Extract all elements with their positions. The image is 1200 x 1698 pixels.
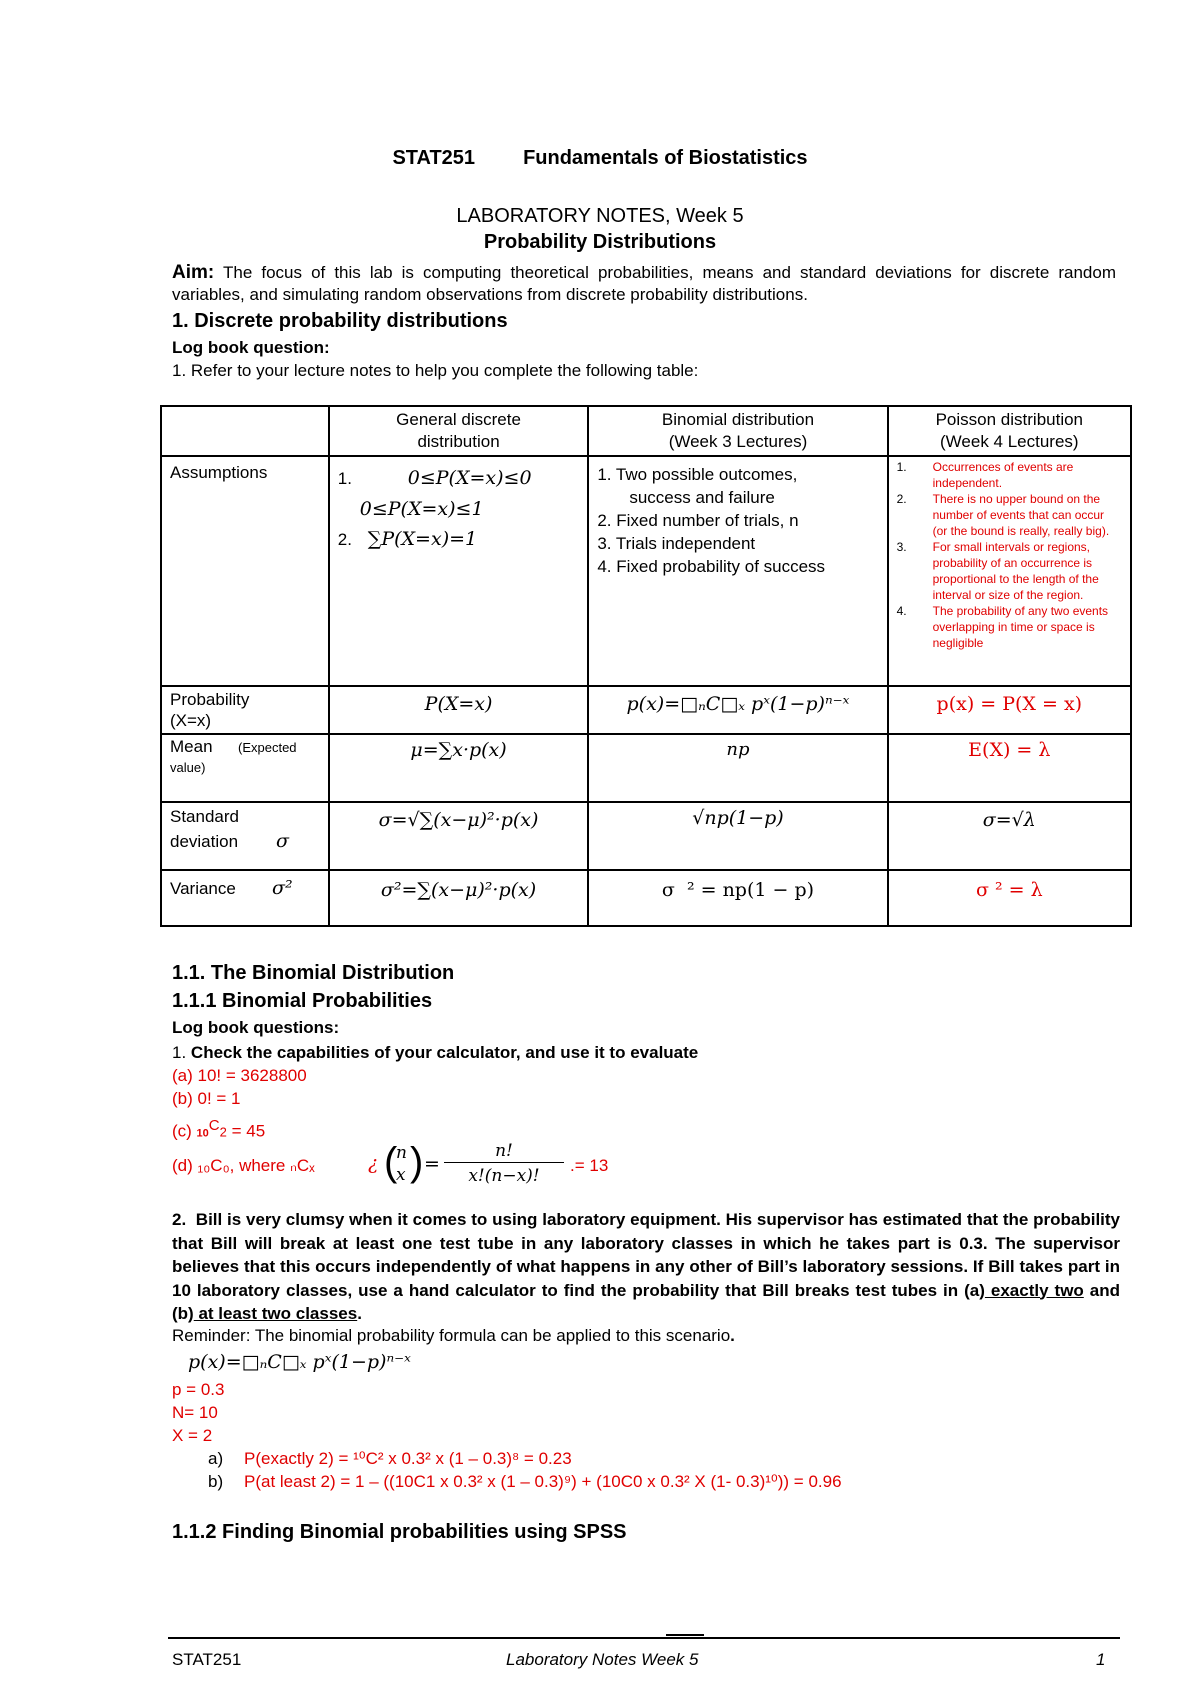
ans-a-text: P(exactly 2) = ¹⁰C² x 0.3² x (1 – 0.3)⁸ = 0.23	[244, 1449, 572, 1468]
q2-num: 2.	[172, 1210, 187, 1229]
general-num-1: 1.	[337, 469, 352, 488]
answer-d-pre: (d) ₁₀C₀, where ₙCₓ	[172, 1156, 315, 1175]
binomial-assumption-4: 4. Fixed probability of success	[597, 557, 826, 576]
q2-and: and (b)	[172, 1280, 1120, 1323]
logbook-label-2: Log book questions:	[172, 1018, 340, 1037]
variance-label-text: Variance	[170, 879, 236, 898]
poisson-num-3: 3.	[896, 540, 907, 554]
mean-label-line2: value)	[170, 760, 206, 775]
q2-end: .	[357, 1304, 362, 1323]
sd-label-line2-wrap	[170, 829, 320, 854]
paren-right: )	[410, 1140, 424, 1184]
distribution-table	[160, 405, 1132, 927]
binomial-formula: p(x)=□ₙC□ₓ pˣ(1−p)ⁿ⁻ˣ	[188, 1351, 411, 1373]
calc-question-line	[172, 1041, 1122, 1064]
course-name: Fundamentals of Biostatistics	[523, 147, 808, 169]
poisson-num-2: 2.	[896, 492, 907, 506]
probability-label-line2: (X=x)	[170, 711, 212, 730]
table-row-assumptions	[161, 456, 1131, 686]
answer-exactly-two	[172, 1447, 1122, 1470]
answer-c-c: C	[208, 1117, 220, 1134]
reminder-line	[172, 1324, 1122, 1347]
mean-label-expected: (Expected	[238, 740, 297, 755]
mean-general: μ=∑x·p(x)	[329, 734, 589, 802]
mean-label	[161, 734, 329, 802]
general-formula-1b: 0≤P(X=x)≤1	[359, 498, 484, 520]
general-num-2: 2.	[337, 530, 352, 549]
footer-rule	[168, 1637, 1120, 1639]
sd-general: σ=√∑(x−μ)²·p(x)	[329, 802, 589, 870]
sd-label-line2: deviation	[170, 832, 239, 851]
param-p: p = 0.3	[172, 1380, 225, 1399]
answer-c-sub2: 2	[219, 1124, 227, 1140]
poisson-num-4: 4.	[896, 604, 907, 618]
general-formula-2: ∑P(X=x)=1	[367, 528, 478, 550]
table-header-row	[161, 406, 1131, 456]
answer-a: (a) 10! = 3628800	[172, 1066, 307, 1085]
header-poisson	[888, 406, 1131, 456]
binomial-assumption-2: 2. Fixed number of trials, n	[597, 511, 799, 530]
assumptions-general	[329, 456, 589, 686]
aim-text: The focus of this lab is computing theoretical probabilities, means and standard deviations for discrete random variables, and simulating random observations from discrete probability distributions.	[172, 263, 1116, 304]
header-poisson-line2: (Week 4 Lectures)	[940, 432, 1079, 451]
footer-left: STAT251	[172, 1650, 242, 1669]
aim-paragraph	[172, 262, 1116, 306]
assumptions-label	[161, 456, 329, 686]
answer-b: (b) 0! = 1	[172, 1089, 241, 1108]
poisson-text-3: For small intervals or regions, probability of an occurrence is proportional to the length of the interval or size of the region.	[932, 540, 1099, 602]
param-x: X = 2	[172, 1426, 213, 1445]
section-1-1-1-heading: 1.1.1 Binomial Probabilities	[172, 990, 433, 1012]
poisson-assumption-4	[897, 603, 1122, 651]
answer-c-pre: (c)	[172, 1121, 197, 1141]
answer-c	[172, 1110, 1122, 1140]
binom-x: x	[396, 1165, 406, 1185]
binomial-assumption-1: 1. Two possible outcomes,	[597, 465, 798, 484]
binomial-assumption-3: 3. Trials independent	[597, 534, 756, 553]
table-row-probability	[161, 686, 1131, 734]
q2-text: Bill is very clumsy when it comes to using laboratory equipment. His supervisor has estimated that the probability that Bill will break at least one test tube in any laboratory classes in which he takes part is 0.3. The supervisor believes that this occurs independently of what happens in any other of Bill’s laboratory sessions. If Bill takes part in 10 laboratory classes, use a hand calculator to find the probability that Bill breaks test tubes in (a)	[172, 1210, 1121, 1300]
answer-c-sub: 10	[196, 1127, 209, 1140]
variance-symbol: σ²	[272, 877, 293, 899]
variance-poisson: σ ² = λ	[888, 870, 1131, 926]
assumptions-label-text: Assumptions	[170, 463, 268, 482]
section-1-heading: 1. Discrete probability distributions	[172, 310, 508, 332]
probability-poisson: p(x) = P(X = x)	[888, 686, 1131, 734]
answer-d-glyph: ¿	[368, 1152, 379, 1174]
q2-underline-1: exactly two	[984, 1280, 1084, 1300]
poisson-text-4: The probability of any two events overlapping in time or space is negligible	[932, 604, 1109, 650]
assumptions-poisson	[888, 456, 1131, 686]
calculator-question	[172, 1041, 1122, 1190]
calc-q-text: Check the capabilities of your calculator, and use it to evaluate	[190, 1043, 699, 1062]
assumptions-binomial	[588, 456, 887, 686]
general-formula-1a: 0≤P(X=x)≤0	[407, 467, 532, 489]
table-row-mean	[161, 734, 1131, 802]
section-1-1-heading: 1.1. The Binomial Distribution	[172, 962, 455, 984]
answer-d-result: .= 13	[570, 1156, 609, 1175]
frac-denominator: x!(n−x)!	[468, 1166, 540, 1186]
header-binomial	[588, 406, 887, 456]
sd-binomial: √np(1−p)	[588, 802, 887, 870]
header-general	[329, 406, 589, 456]
table-row-variance	[161, 870, 1131, 926]
mean-label-word: Mean	[170, 737, 213, 756]
footer-center: Laboratory Notes Week 5	[506, 1650, 699, 1669]
logbook-label-1: Log book question:	[172, 338, 330, 357]
variance-label	[161, 870, 329, 926]
calc-q-num: 1.	[172, 1043, 187, 1062]
answer-d	[172, 1140, 1122, 1190]
frac-numerator: n!	[495, 1141, 513, 1161]
reminder-dot: .	[730, 1326, 735, 1345]
equals-sign: =	[424, 1153, 440, 1175]
sd-poisson: σ=√λ	[888, 802, 1131, 870]
poisson-text-2: There is no upper bound on the number of events that can occur (or the bound is really, really big).	[932, 492, 1110, 538]
frac-line	[444, 1162, 564, 1163]
poisson-assumption-1	[897, 459, 1122, 491]
header-empty-cell	[161, 406, 329, 456]
poisson-assumption-list	[897, 459, 1122, 651]
ans-a-label: a)	[208, 1449, 224, 1468]
header-binomial-line1: Binomial distribution	[661, 410, 815, 429]
mean-label-line1	[170, 737, 320, 758]
notes-title: LABORATORY NOTES, Week 5	[456, 205, 744, 227]
probability-label	[161, 686, 329, 734]
course-code: STAT251	[392, 147, 476, 169]
q2-underline-2: at least two classes	[193, 1304, 358, 1323]
poisson-text-1: Occurrences of events are independent.	[932, 460, 1074, 490]
table-row-sd	[161, 802, 1131, 870]
footer-dash	[666, 1634, 704, 1636]
binomial-assumption-1b: success and failure	[629, 488, 775, 507]
aim-label: Aim:	[172, 262, 215, 283]
general-assumption-2	[338, 524, 580, 555]
general-assumption-1	[338, 463, 580, 494]
section-1-1-2-heading: 1.1.2 Finding Binomial probabilities using SPSS	[172, 1521, 627, 1543]
question-1: 1. Refer to your lecture notes to help you complete the following table:	[172, 361, 699, 380]
topic-title: Probability Distributions	[483, 231, 717, 253]
variance-general: σ²=∑(x−μ)²·p(x)	[329, 870, 589, 926]
clumsy-bill-question	[172, 1208, 1120, 1326]
header-binomial-line2: (Week 3 Lectures)	[668, 432, 808, 451]
mean-poisson: E(X) = λ	[888, 734, 1131, 802]
probability-label-line1: Probability	[170, 690, 250, 709]
answer-at-least-two	[172, 1470, 1122, 1493]
param-n: N= 10	[172, 1403, 218, 1422]
poisson-assumption-3	[897, 539, 1122, 603]
mean-binomial: np	[588, 734, 887, 802]
assumptions-general-content	[338, 459, 580, 555]
ans-b-text: P(at least 2) = 1 – ((10C1 x 0.3² x (1 – 0.3)⁹) + (10C0 x 0.3² X (1- 0.3)¹⁰)) = 0.96	[244, 1472, 842, 1491]
paren-left: (	[384, 1140, 398, 1184]
ans-b-label: b)	[208, 1472, 224, 1491]
course-title	[0, 147, 1200, 170]
probability-binomial: p(x)=□ₙC□ₓ pˣ(1−p)ⁿ⁻ˣ	[588, 686, 887, 734]
header-general-line2: distribution	[417, 432, 500, 451]
variance-binomial: σ ² = np(1 − p)	[588, 870, 887, 926]
assumptions-binomial-content	[597, 459, 878, 578]
poisson-assumption-2	[897, 491, 1122, 539]
reminder-text: Reminder: The binomial probability formula can be applied to this scenario	[172, 1326, 731, 1345]
binomial-worked-answer	[172, 1324, 1122, 1493]
footer-page-number: 1	[1096, 1650, 1106, 1669]
poisson-num-1: 1.	[896, 460, 907, 474]
sd-label	[161, 802, 329, 870]
header-poisson-line1: Poisson distribution	[935, 410, 1084, 429]
probability-general: P(X=x)	[329, 686, 589, 734]
binom-n: n	[396, 1143, 407, 1163]
header-general-line1: General discrete	[396, 410, 521, 429]
sd-label-line1: Standard	[170, 807, 239, 826]
sd-symbol: σ	[276, 830, 289, 852]
answer-c-post: = 45	[226, 1121, 266, 1141]
